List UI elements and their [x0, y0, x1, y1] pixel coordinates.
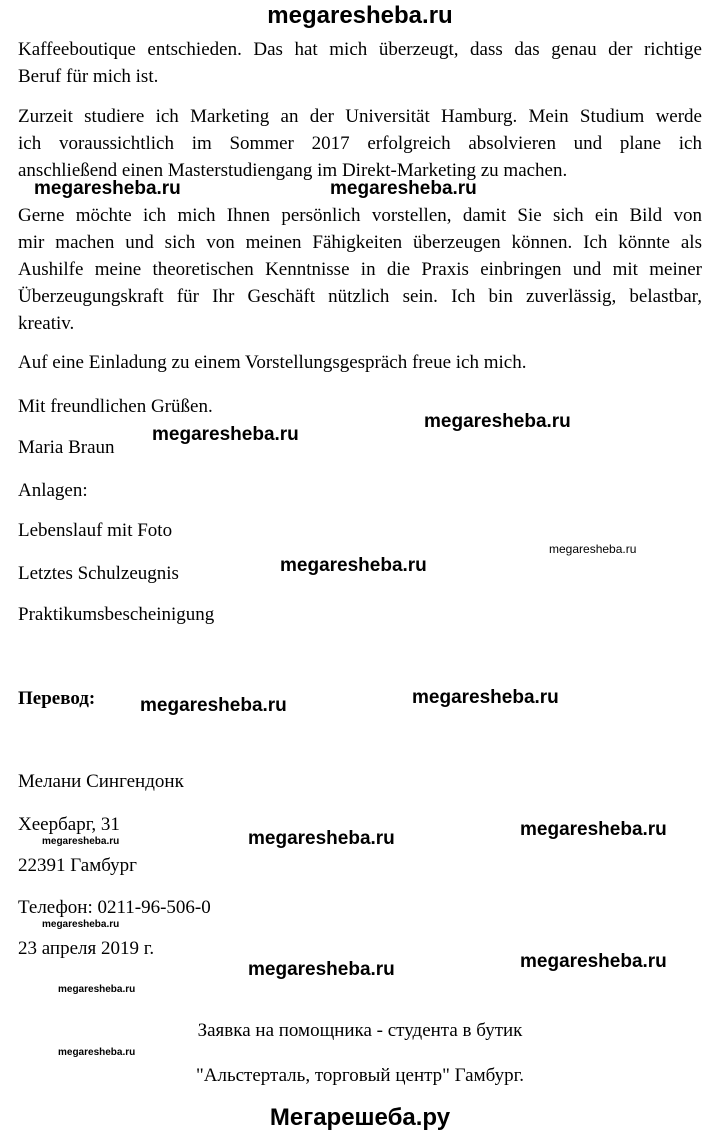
- watermark: megaresheba.ru: [330, 178, 477, 199]
- letter-closing: Mit freundlichen Grüßen.: [18, 396, 213, 417]
- text-line: anschließend einen Masterstudiengang im Direkt-Marketing zu machen.: [18, 160, 568, 181]
- site-title-header: megaresheba.ru: [267, 2, 453, 29]
- letter-paragraph-4: Auf eine Einladung zu einem Vorstellungsgespräch freue ich mich.: [18, 352, 527, 373]
- letter-signature: Maria Braun: [18, 437, 115, 458]
- text-line: mir machen und sich von meinen Fähigkeiten überzeugen können. Ich könnte als: [18, 232, 702, 253]
- attachment-item: Lebenslauf mit Foto: [18, 520, 173, 541]
- text-line: kreativ.: [18, 313, 75, 334]
- translation-street: Хеербарг, 31: [18, 814, 120, 835]
- translation-city: 22391 Гамбург: [18, 855, 137, 876]
- attachment-item: Praktikumsbescheinigung: [18, 604, 215, 625]
- watermark: megaresheba.ru: [424, 411, 571, 432]
- text-line: Aushilfe meine theoretischen Kenntnisse in die Praxis einbringen und mit meiner: [18, 259, 702, 280]
- translation-date: 23 апреля 2019 г.: [18, 938, 155, 959]
- watermark: megaresheba.ru: [549, 542, 637, 556]
- text-line: Zurzeit studiere ich Marketing an der Universität Hamburg. Mein Studium werde: [18, 106, 702, 127]
- letter-paragraph-1: [18, 36, 702, 90]
- text-line: Überzeugungskraft für Ihr Geschäft nützlich sein. Ich bin zuverlässig, belastbar,: [18, 286, 702, 307]
- watermark: megaresheba.ru: [152, 424, 299, 445]
- translation-heading: Перевод:: [18, 688, 96, 709]
- translation-phone: Телефон: 0211-96-506-0: [18, 897, 211, 918]
- translation-subject-line-1: Заявка на помощника - студента в бутик: [197, 1020, 523, 1041]
- attachment-item: Letztes Schulzeugnis: [18, 563, 179, 584]
- attachments-label: Anlagen:: [18, 480, 88, 501]
- watermark: megaresheba.ru: [520, 819, 667, 840]
- watermark: megaresheba.ru: [58, 984, 136, 995]
- watermark: megaresheba.ru: [58, 1047, 136, 1058]
- site-title-footer: Мегарешеба.ру: [269, 1104, 451, 1131]
- watermark: megaresheba.ru: [42, 836, 120, 847]
- text-line: Gerne möchte ich mich Ihnen persönlich vorstellen, damit Sie sich ein Bild von: [18, 205, 702, 226]
- watermark: megaresheba.ru: [34, 178, 181, 199]
- watermark: megaresheba.ru: [280, 555, 427, 576]
- translation-name: Мелани Сингендонк: [18, 771, 184, 792]
- watermark: megaresheba.ru: [42, 919, 120, 930]
- translation-subject-line-2: "Альстерталь, торговый центр" Гамбург.: [196, 1065, 524, 1086]
- watermark: megaresheba.ru: [248, 959, 395, 980]
- watermark: megaresheba.ru: [412, 687, 559, 708]
- letter-paragraph-2: [18, 103, 702, 184]
- text-line: ich voraussichtlich im Sommer 2017 erfolgreich absolvieren und plane ich: [18, 133, 702, 154]
- watermark: megaresheba.ru: [140, 695, 287, 716]
- watermark: megaresheba.ru: [520, 951, 667, 972]
- letter-paragraph-3: [18, 202, 702, 337]
- text-line: Kaffeeboutique entschieden. Das hat mich überzeugt, dass das genau der richtige: [18, 39, 702, 60]
- text-line: Beruf für mich ist.: [18, 66, 159, 87]
- watermark: megaresheba.ru: [248, 828, 395, 849]
